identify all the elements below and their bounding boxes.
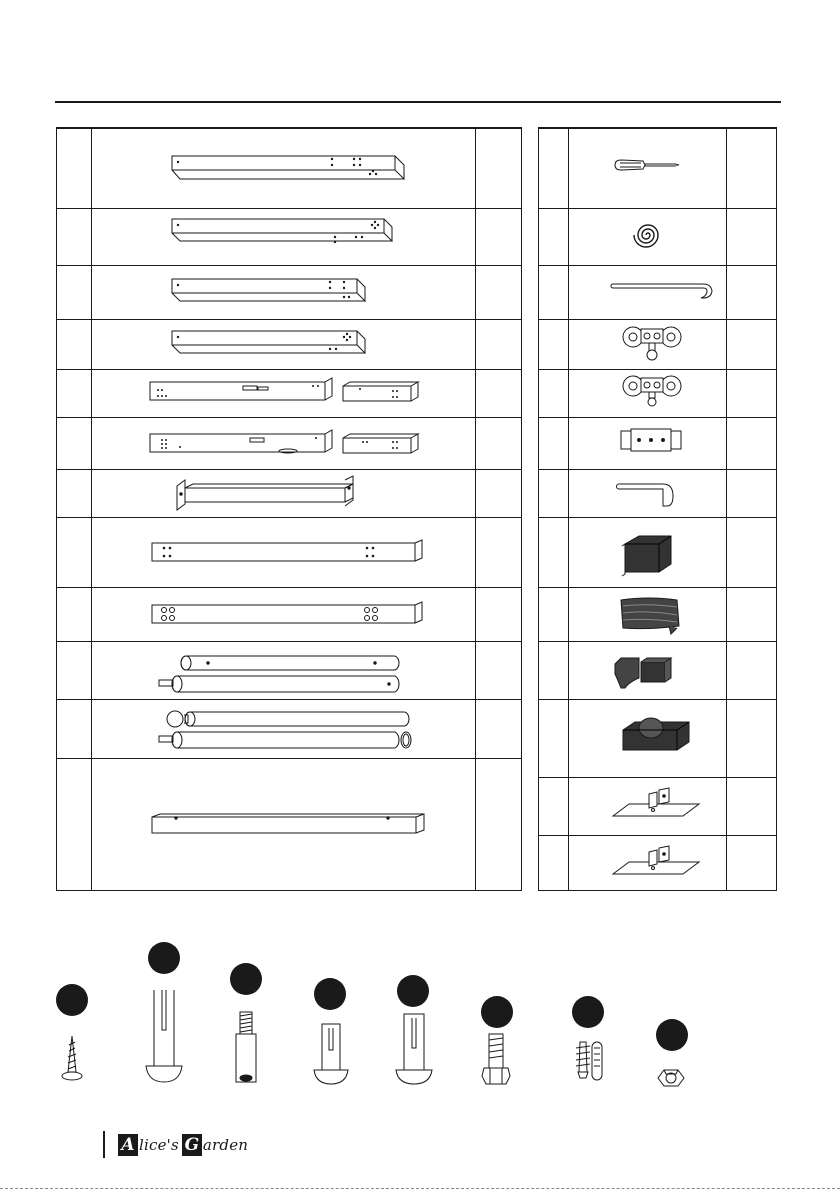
hardware-badge xyxy=(148,942,180,974)
right-parts-drawings xyxy=(569,128,726,892)
corner-block-icon xyxy=(622,536,671,576)
screwdriver-icon xyxy=(615,160,679,170)
floor-guide-2-icon xyxy=(613,846,699,874)
parts-table-left xyxy=(56,127,522,891)
bar-split-2 xyxy=(150,430,418,453)
logo-letter-g: G xyxy=(182,1134,202,1156)
parts-table-right xyxy=(538,127,777,891)
hardware-drawings xyxy=(0,990,840,1100)
bar-split-1 xyxy=(150,378,418,401)
bar-long-back xyxy=(172,219,392,243)
flat-beam-1 xyxy=(152,540,422,561)
threaded-connector-icon xyxy=(236,1012,256,1082)
rail-bracket xyxy=(177,476,353,510)
floor-guide-1-icon xyxy=(613,788,699,816)
short-bolt-icon xyxy=(314,1024,348,1084)
long-bolt-icon xyxy=(146,990,182,1082)
coil-spring-icon xyxy=(634,225,658,247)
allen-key-short-icon xyxy=(617,484,674,506)
roller-wheel-small-icon xyxy=(623,376,681,406)
page-edge xyxy=(0,1188,840,1189)
footer-divider xyxy=(103,1131,105,1158)
logo-text-garden: arden xyxy=(202,1136,249,1154)
logo-text-alices: lice's xyxy=(139,1136,179,1154)
bar-medium-2 xyxy=(172,331,365,353)
bar-medium-1 xyxy=(172,279,365,301)
allen-key-long-icon xyxy=(611,284,712,298)
round-tube-pair-2 xyxy=(159,711,411,748)
base-stop-icon xyxy=(623,718,689,750)
left-parts-drawings xyxy=(92,128,475,892)
bar-long-front xyxy=(172,156,404,179)
brand-logo xyxy=(118,1131,251,1159)
header-rule xyxy=(55,101,781,103)
logo-letter-a: A xyxy=(118,1134,138,1156)
hex-nut-icon xyxy=(658,1070,684,1086)
wood-strip-icon xyxy=(621,598,679,634)
hex-bolt-icon xyxy=(482,1034,510,1084)
flat-beam-2 xyxy=(152,602,422,623)
roller-wheel-icon xyxy=(623,327,681,360)
bottom-beam xyxy=(152,814,424,833)
wood-screw-icon xyxy=(62,1036,82,1080)
hinge-plate-icon xyxy=(621,429,681,451)
screw-anchor-icon xyxy=(576,1042,602,1080)
bracket-block-icon xyxy=(615,658,671,688)
medium-bolt-icon xyxy=(396,1014,432,1084)
round-tube-pair-1 xyxy=(159,656,399,692)
